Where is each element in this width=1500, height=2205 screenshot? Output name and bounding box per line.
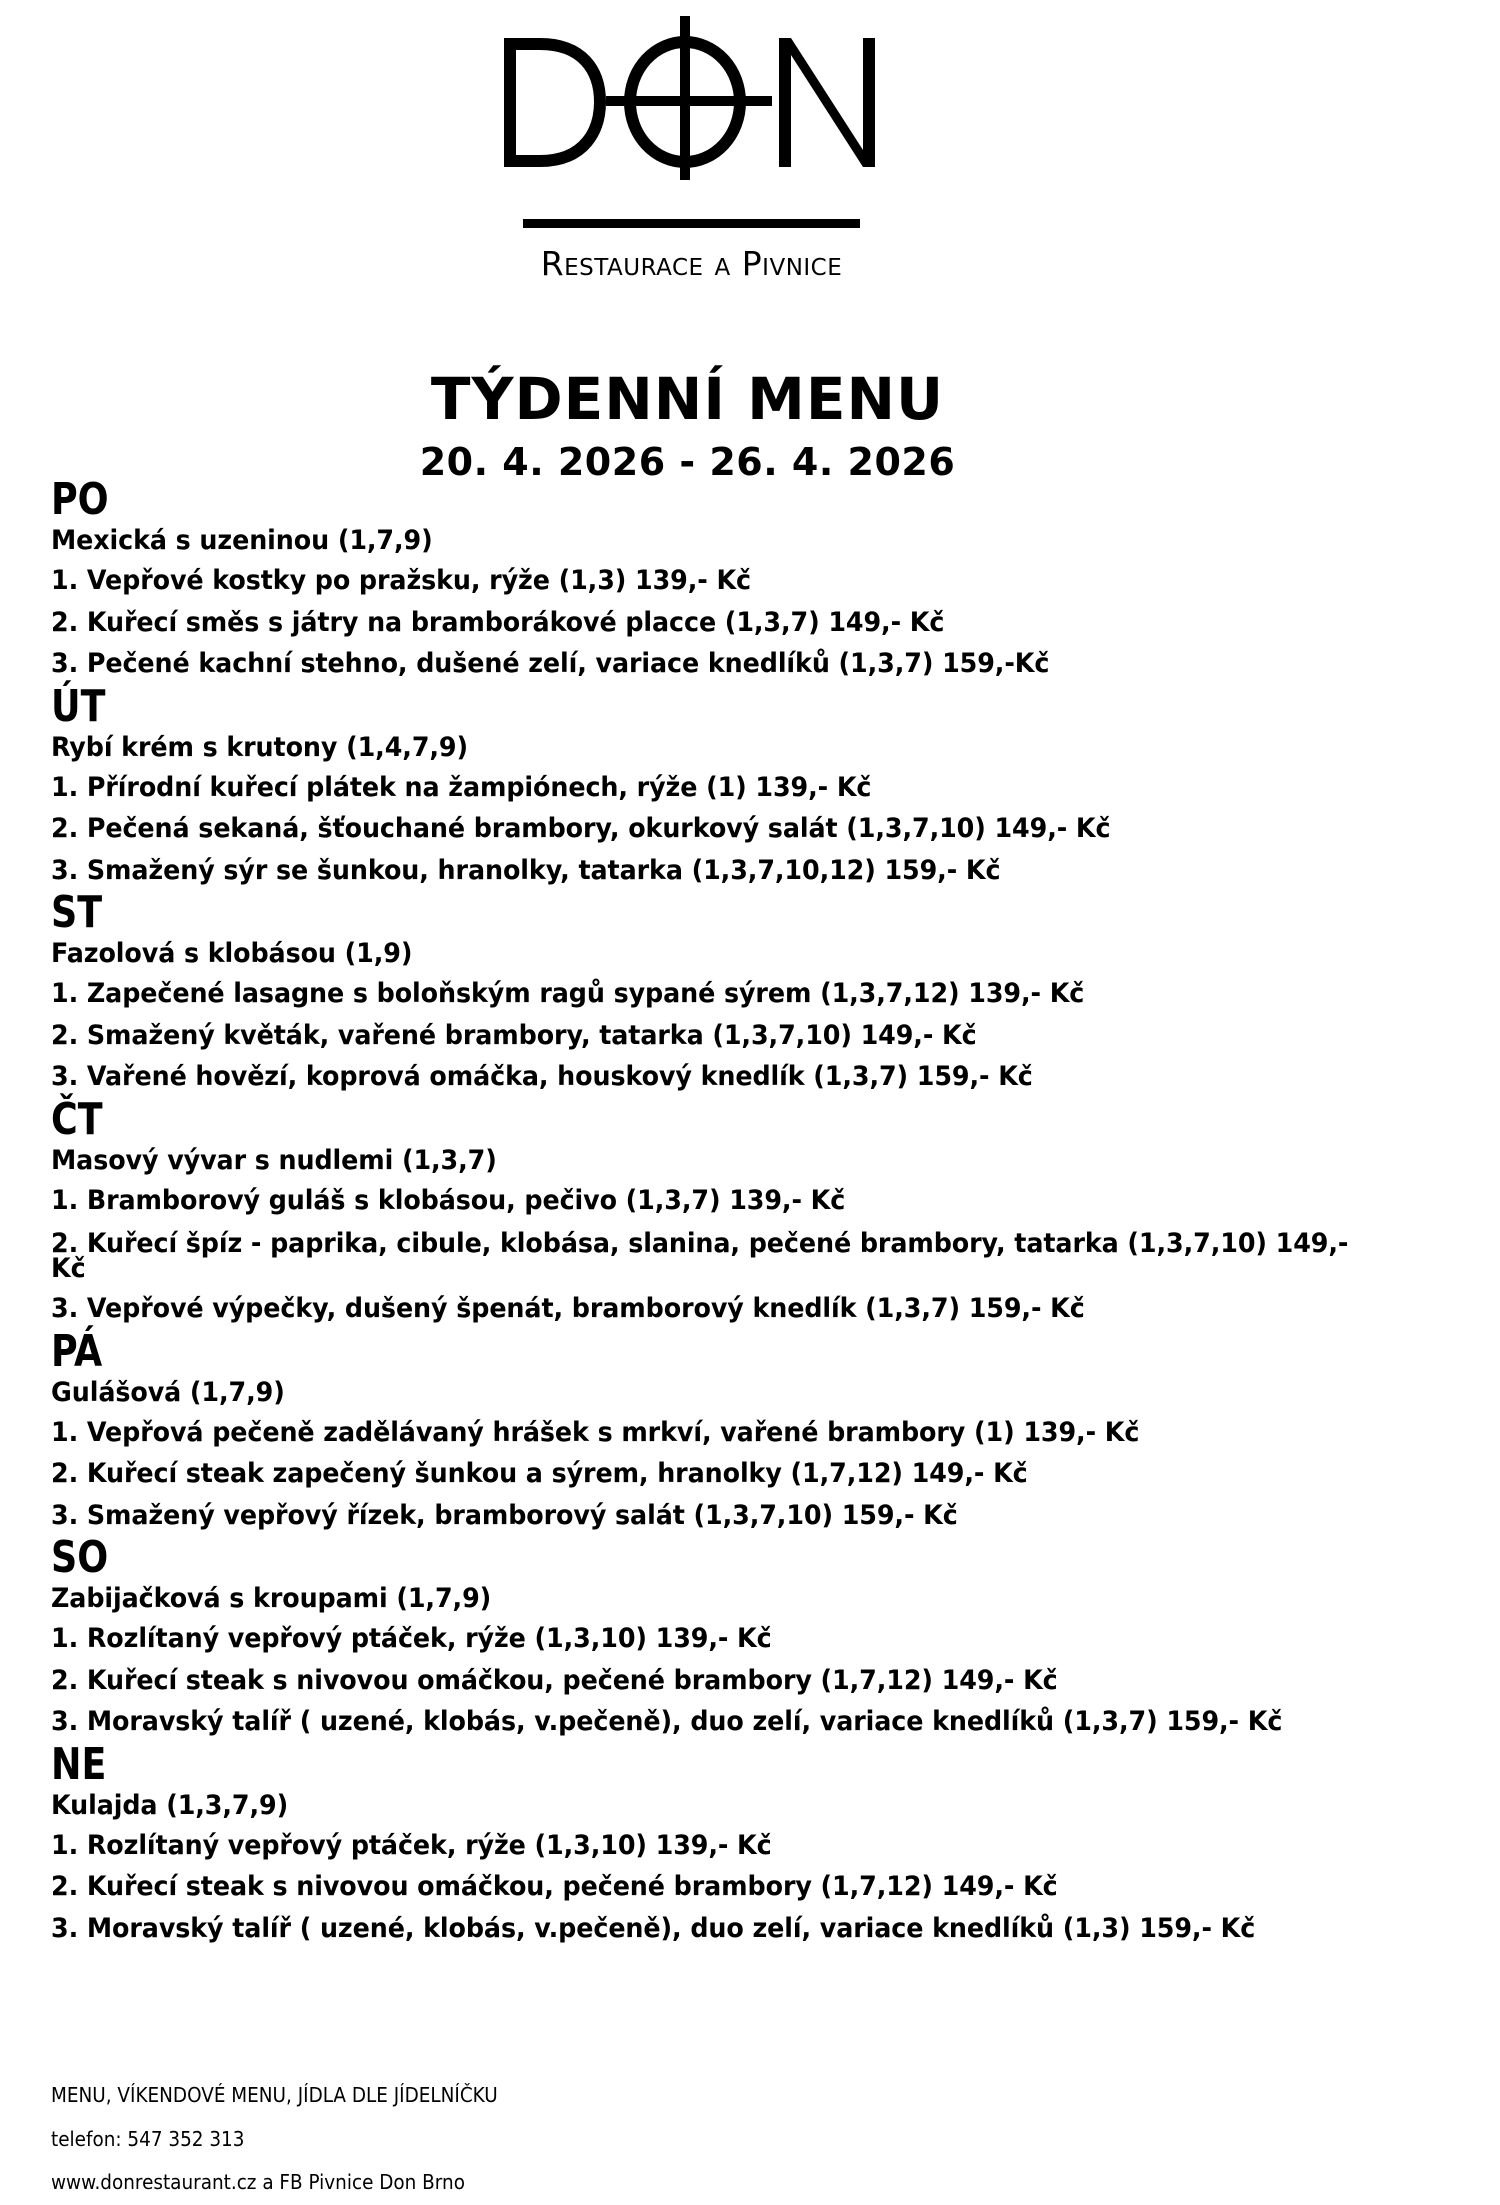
menu-item: 3. Vepřové výpečky, dušený špenát, bramborový knedlík (1,3,7) 159,- Kč [51,1293,1085,1324]
footer-website[interactable]: www.donrestaurant.cz a FB Pivnice Don Brno [51,2170,465,2194]
day-name: ČT [51,1093,103,1145]
menu-item: 1. Přírodní kuřecí plátek na žampiónech, rýže (1) 139,- Kč [51,771,872,803]
menu-item: 2. Kuřecí steak s nivovou omáčkou, pečené brambory (1,7,12) 149,- Kč [51,1664,1058,1696]
menu-item: 3. Moravský talíř ( uzené, klobás, v.pečeně), duo zelí, variace knedlíků (1,3) 159,- Kč [51,1912,1256,1944]
day-name: ÚT [51,680,106,732]
soup: Kulajda (1,3,7,9) [51,1789,289,1821]
menu-item: 1. Vepřová pečeně zadělávaný hrášek s mrkví, vařené brambory (1) 139,- Kč [51,1416,1140,1448]
weekly-menu [51,474,1351,1949]
soup: Fazolová s klobásou (1,9) [51,938,413,969]
date-range: 20. 4. 2026 - 26. 4. 2026 [419,440,956,484]
day-monday [51,474,1351,685]
day-thursday [51,1093,1351,1330]
footer-phone: telefon: 547 352 313 [51,2126,245,2151]
menu-item: 2. Pečená sekaná, šťouchané brambory, okurkový salát (1,3,7,10) 149,- Kč [51,813,1111,844]
menu-item: 1. Bramborový guláš s klobásou, pečivo (1,3,7) 139,- Kč [51,1184,846,1216]
menu-item: 3. Pečené kachní stehno, dušené zelí, variace knedlíků (1,3,7) 159,-Kč [51,648,1050,679]
don-logo-icon [0,0,1500,240]
soup: Rybí krém s krutony (1,4,7,9) [51,731,469,763]
day-friday [51,1325,1351,1537]
menu-item: 1. Rozlítaný vepřový ptáček, rýže (1,3,10) 139,- Kč [51,1623,772,1654]
day-sunday [51,1738,1351,1950]
menu-item: 2. Smažený květák, vařené brambory, tatarka (1,3,7,10) 149,- Kč [51,1019,977,1051]
restaurant-logo [0,0,1500,290]
footer [51,2074,537,2205]
footer-note: MENU, VÍKENDOVÉ MENU, JÍDLA DLE JÍDELNÍČKU [51,2083,498,2107]
day-wednesday [51,887,1351,1098]
menu-item: 1. Vepřové kostky po pražsku, rýže (1,3) 139,- Kč [51,565,751,596]
menu-item: 1. Rozlítaný vepřový ptáček, rýže (1,3,10) 139,- Kč [51,1829,772,1861]
day-saturday [51,1532,1351,1743]
day-name: SO [51,1532,109,1583]
menu-item: 2. Kuřecí steak s nivovou omáčkou, pečené brambory (1,7,12) 149,- Kč [51,1871,1058,1902]
soup: Mexická s uzeninou (1,7,9) [51,525,433,556]
menu-item: 3. Smažený vepřový řízek, bramborový salát (1,3,7,10) 159,- Kč [51,1499,958,1531]
menu-item: 2. Kuřecí směs s játry na bramborákové placce (1,3,7) 149,- Kč [51,606,945,638]
menu-item: 3. Moravský talíř ( uzené, klobás, v.pečeně), duo zelí, variace knedlíků (1,3,7) 159,- Kč [51,1706,1283,1737]
day-name: PÁ [51,1325,103,1377]
restaurant-subtitle: Restaurace a Pivnice [540,244,843,283]
menu-item: 3. Vařené hovězí, koprová omáčka, houskový knedlík (1,3,7) 159,- Kč [51,1061,1033,1092]
soup: Masový vývar s nudlemi (1,3,7) [51,1144,497,1176]
page-title: TÝDENNÍ MENU [430,365,945,433]
day-name: NE [51,1738,107,1790]
menu-item: 2. Kuřecí špíz - paprika, cibule, klobása, slanina, pečené brambory, tatarka (1,3,7,10) 149,- Kč [51,1228,1349,1284]
day-name: ST [51,887,103,938]
menu-item: 3. Smažený sýr se šunkou, hranolky, tatarka (1,3,7,10,12) 159,- Kč [51,854,1001,886]
day-name: PO [51,474,109,525]
soup: Gulášová (1,7,9) [51,1376,285,1408]
soup: Zabijačková s kroupami (1,7,9) [51,1583,492,1614]
logo-underline-bar [523,219,860,228]
logo-letter-d [510,44,600,161]
menu-item: 2. Kuřecí steak zapečený šunkou a sýrem, hranolky (1,7,12) 149,- Kč [51,1458,1028,1489]
day-tuesday [51,680,1351,892]
logo-letter-n [779,38,875,167]
menu-item: 1. Zapečené lasagne s boloňským ragů sypané sýrem (1,3,7,12) 139,- Kč [51,978,1085,1009]
logo-crosshair-horizontal [606,96,772,106]
